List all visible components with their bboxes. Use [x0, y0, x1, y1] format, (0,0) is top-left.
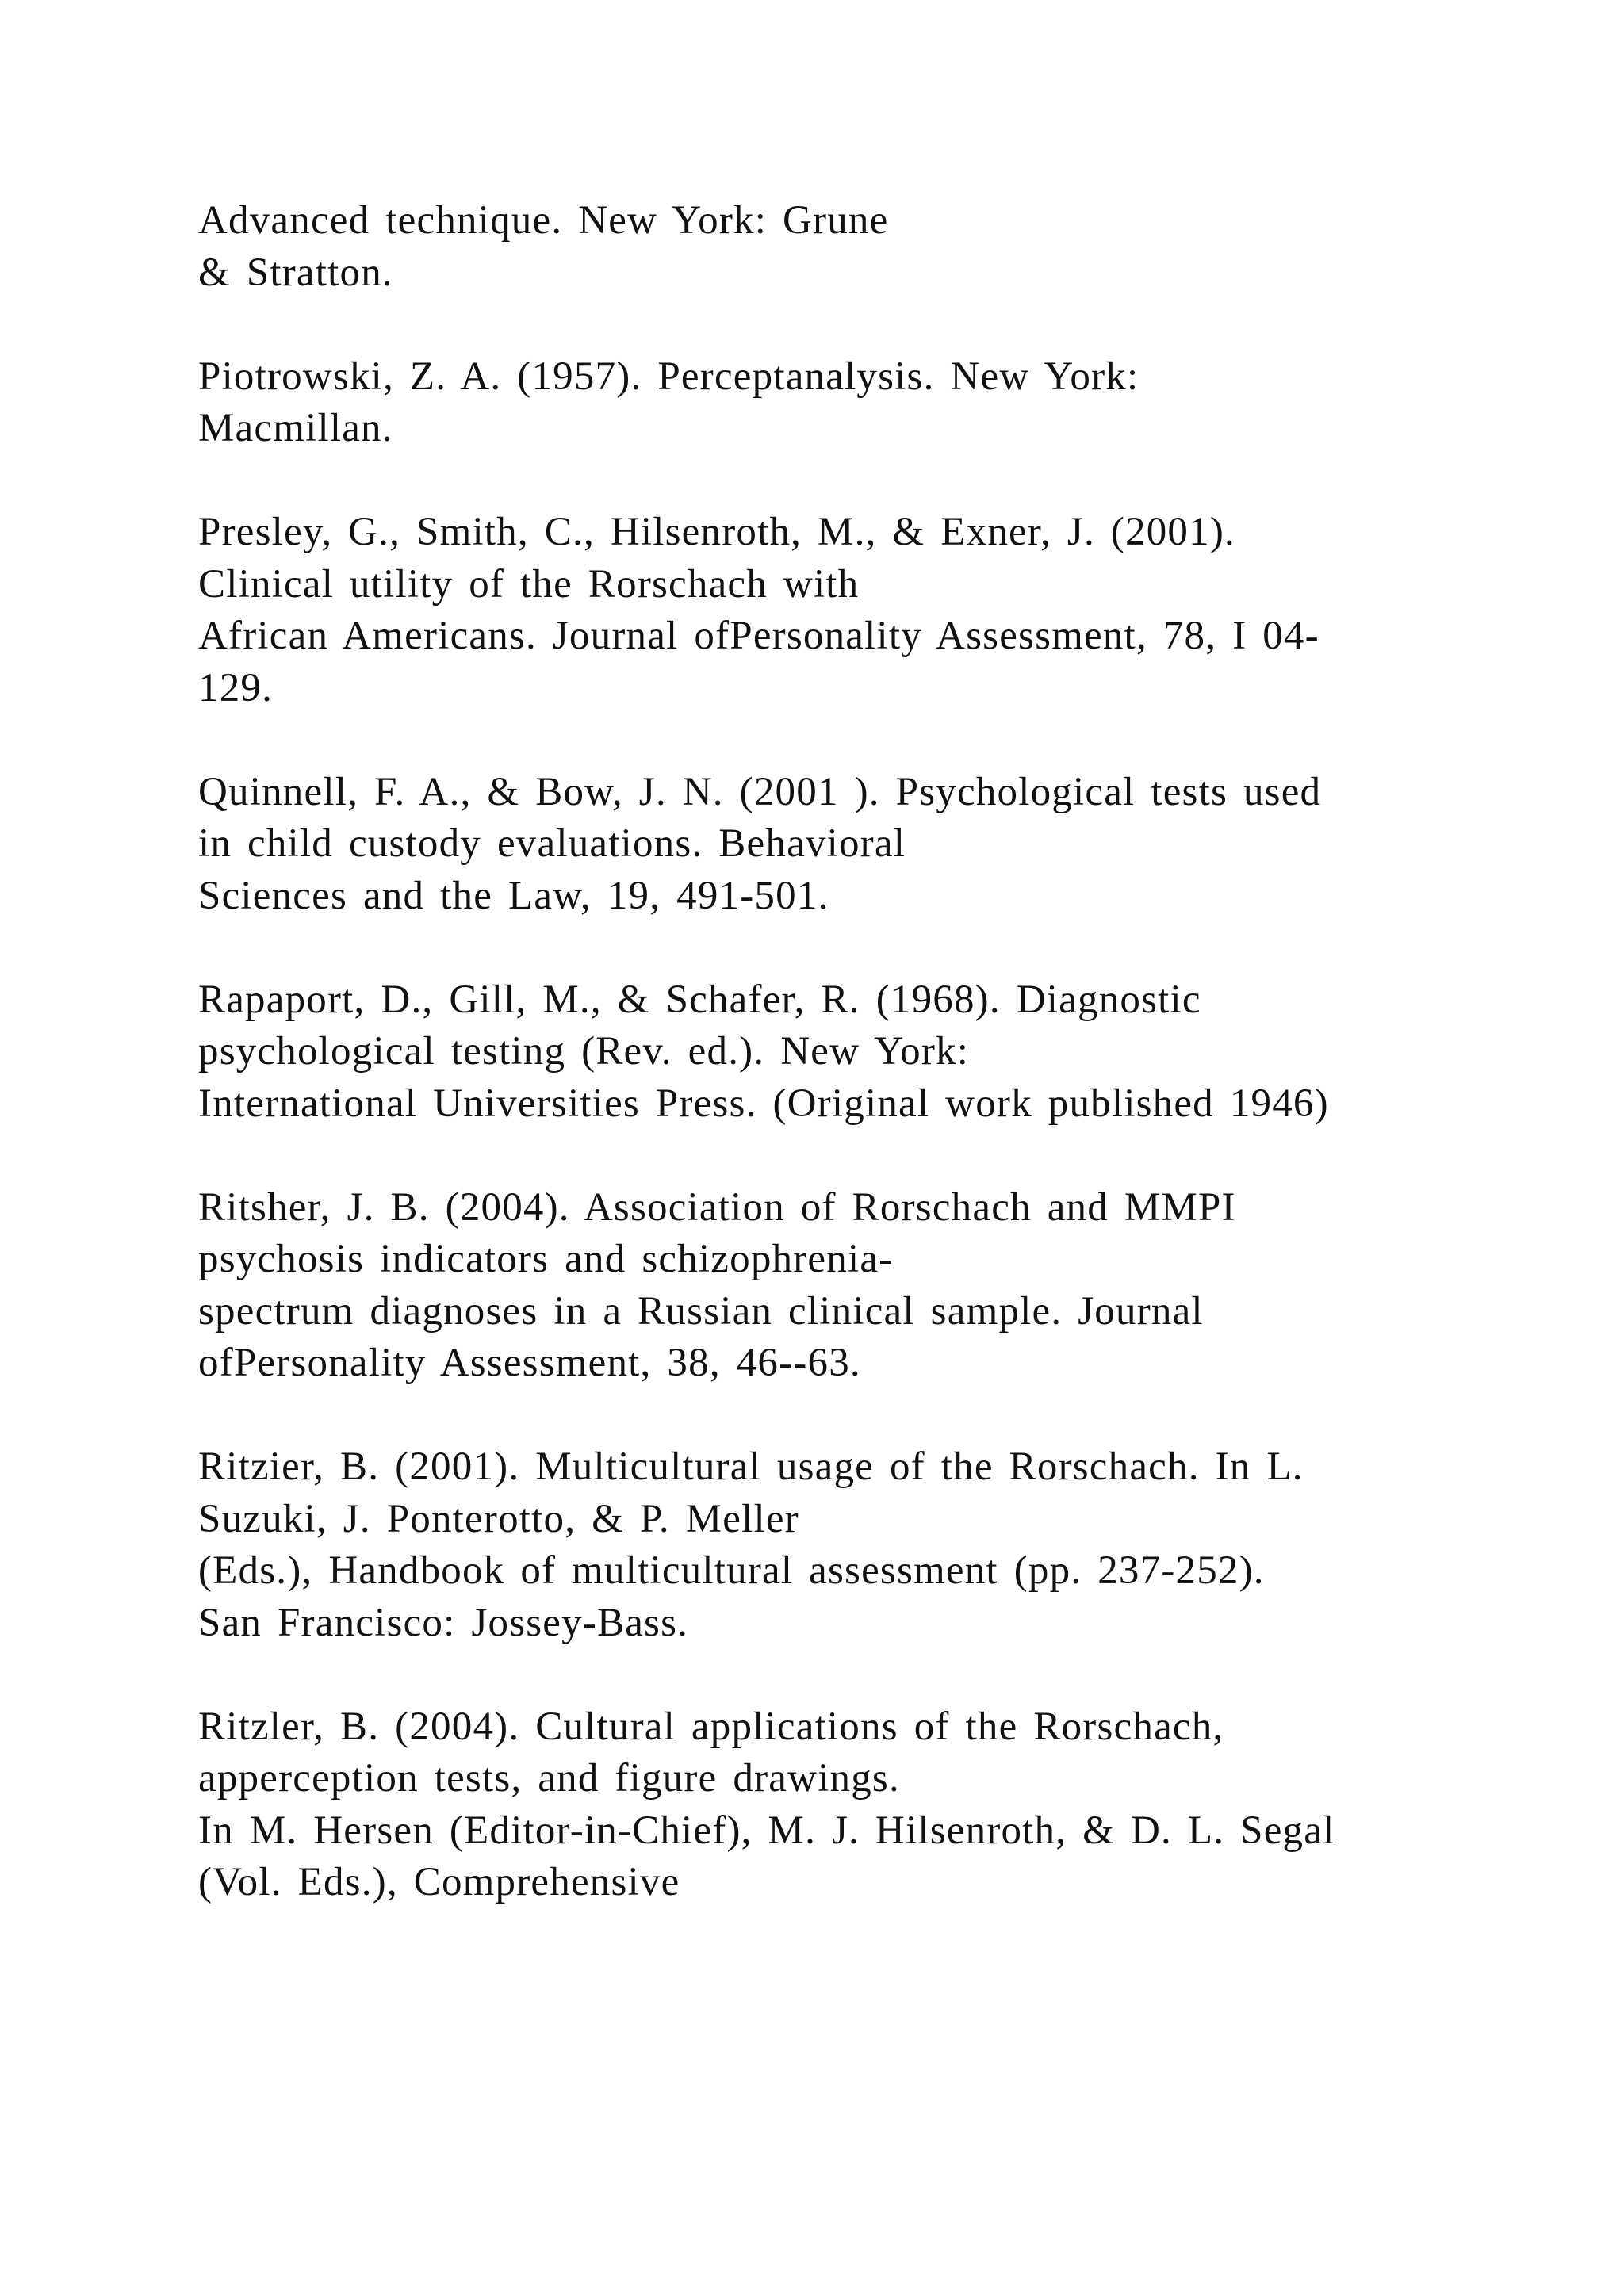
reference-line: Advanced technique. New York: Grune [198, 198, 889, 243]
reference-line: 129. [198, 665, 274, 710]
reference-line: Macmillan. [198, 406, 393, 450]
reference-line: Piotrowski, Z. A. (1957). Perceptanalysis. New York: [198, 354, 1139, 399]
reference-entry [198, 351, 1562, 455]
reference-line: African Americans. Journal ofPersonality Assessment, 78, I 04- [198, 614, 1320, 658]
reference-line: Sciences and the Law, 19, 491-501. [198, 873, 829, 918]
reference-line: (Vol. Eds.), Comprehensive [198, 1860, 680, 1904]
reference-line: Suzuki, J. Ponterotto, & P. Meller [198, 1496, 799, 1541]
reference-line: Presley, G., Smith, C., Hilsenroth, M., & Exner, J. (2001). [198, 510, 1235, 554]
reference-line: (Eds.), Handbook of multicultural assessment (pp. 237-252). [198, 1548, 1265, 1593]
reference-list [198, 195, 1562, 1961]
reference-line: apperception tests, and figure drawings. [198, 1756, 900, 1800]
reference-line: Rapaport, D., Gill, M., & Schafer, R. (1968). Diagnostic [198, 977, 1201, 1022]
reference-line: In M. Hersen (Editor-in-Chief), M. J. Hilsenroth, & D. L. Segal [198, 1808, 1335, 1853]
reference-entry [198, 974, 1562, 1131]
reference-line: psychosis indicators and schizophrenia- [198, 1237, 894, 1281]
reference-line: International Universities Press. (Original work published 1946) [198, 1081, 1329, 1126]
reference-line: San Francisco: Jossey-Bass. [198, 1600, 689, 1645]
reference-line: Clinical utility of the Rorschach with [198, 561, 860, 607]
reference-entry [198, 767, 1562, 923]
reference-line: Ritzier, B. (2001). Multicultural usage of the Rorschach. In L. [198, 1445, 1304, 1489]
reference-line: spectrum diagnoses in a Russian clinical sample. Journal [198, 1288, 1204, 1334]
reference-line: ofPersonality Assessment, 38, 46--63. [198, 1341, 861, 1385]
reference-line: Ritzler, B. (2004). Cultural applications of the Rorschach, [198, 1704, 1224, 1749]
reference-line: Quinnell, F. A., & Bow, J. N. (2001 ). Psychological tests used [198, 769, 1322, 814]
reference-line: Ritsher, J. B. (2004). Association of Rorschach and MMPI [198, 1184, 1236, 1230]
reference-entry [198, 1182, 1562, 1390]
reference-entry [198, 1441, 1562, 1649]
reference-line: & Stratton. [198, 250, 393, 295]
reference-line: in child custody evaluations. Behavioral [198, 821, 906, 866]
reference-entry [198, 1701, 1562, 1909]
reference-entry [198, 195, 1562, 299]
reference-entry [198, 507, 1562, 714]
reference-line: psychological testing (Rev. ed.). New York: [198, 1029, 970, 1073]
